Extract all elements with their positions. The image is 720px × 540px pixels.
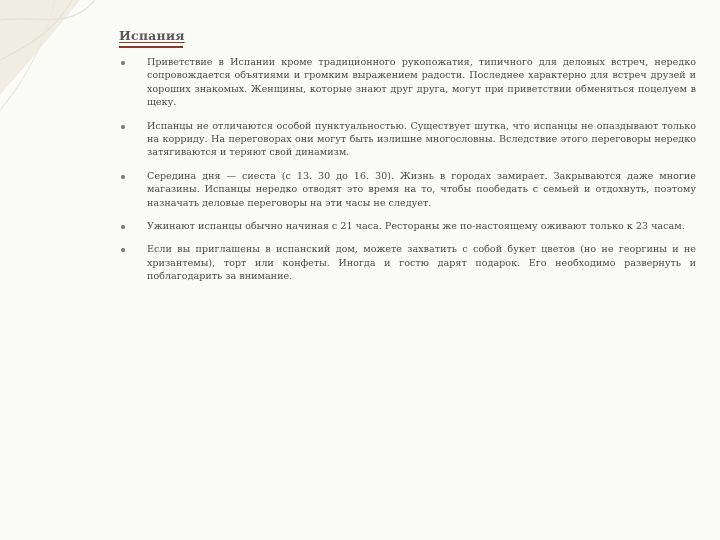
bullet-icon [121, 248, 125, 252]
bullet-list [118, 56, 696, 294]
bullet-text: Ужинают испанцы обычно начиная с 21 часа. Рестораны же по-настоящему оживают только к 23 часам. [147, 221, 685, 233]
bullet-text: Испанцы не отличаются особой пунктуальностью. Существует шутка, что испанцы не опаздывают только на корриду. На переговорах они могут быть излишне многословны. Вследствие этого переговоры нередко затягиваются и теряют свой динамизм. [147, 120, 696, 159]
bullet-icon [121, 125, 125, 129]
list-item [118, 220, 696, 233]
bullet-text: Приветствие в Испании кроме традиционного рукопожатия, типичного для деловых встреч, нередко сопровождается объятиями и громким выражением радости. Последнее характерно для встреч друзей и хороших знакомых. Женщины, которые знают друг друга, могут при приветствии обменяться поцелуем в щеку. [147, 57, 696, 109]
bullet-icon [121, 225, 125, 229]
bullet-icon [121, 61, 125, 65]
title-underline [119, 46, 183, 48]
bullet-text: Середина дня — сиеста (с 13. 30 до 16. 30). Жизнь в городах замирает. Закрываются даже многие магазины. Испанцы нередко отводят это время на то, чтобы пообедать с семьей и отдохнуть, поэтому назначать деловые переговоры на эти часы не следует. [147, 170, 696, 209]
list-item [118, 120, 696, 160]
list-item [118, 243, 696, 283]
bullet-text: Если вы приглашены в испанский дом, можете захватить с собой букет цветов (но не георгины и не хризантемы), торт или конфеты. Иногда и гостю дарят подарок. Его необходимо развернуть и поблагодарить за внимание. [147, 244, 696, 283]
slide-title: Испания [119, 28, 185, 43]
bullet-icon [121, 175, 125, 179]
list-item [118, 56, 696, 110]
list-item [118, 170, 696, 210]
